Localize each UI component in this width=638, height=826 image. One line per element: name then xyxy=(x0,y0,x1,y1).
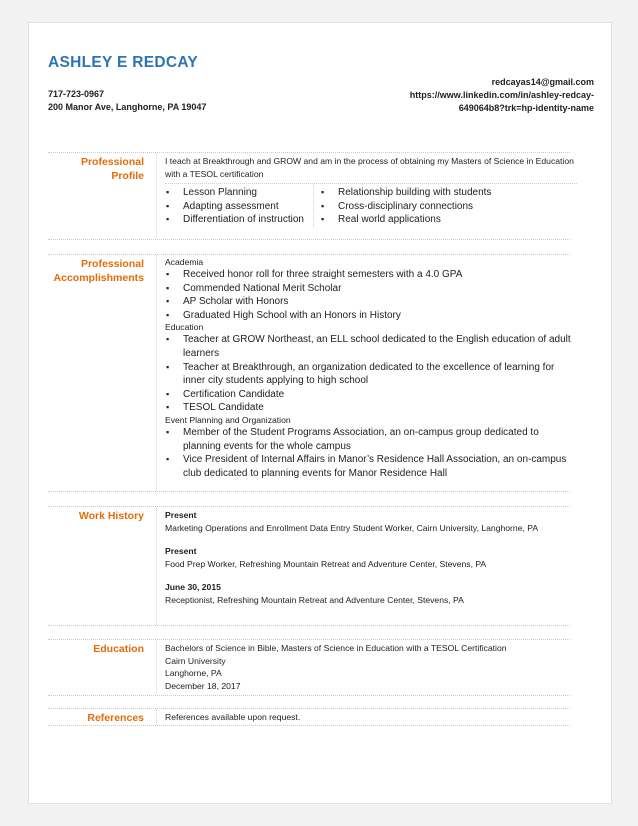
accomplishment-item: ▪ Certification Candidate xyxy=(165,388,577,402)
section-label: Professional Accomplishments xyxy=(53,258,144,284)
section-label: References xyxy=(87,712,144,724)
profile-summary: I teach at Breakthrough and GROW and am in the process of obtaining my Masters of Science in Education with a TESOL certification xyxy=(165,156,574,179)
section-body xyxy=(156,709,577,725)
accomplishment-item: ▪ Received honor roll for three straight semesters with a 4.0 GPA xyxy=(165,268,577,282)
section-body xyxy=(156,507,577,625)
skill-item: ▪ Real world applications xyxy=(320,213,491,227)
section-divider xyxy=(48,725,570,726)
skill-item: ▪ Relationship building with students xyxy=(320,186,491,200)
section-divider xyxy=(48,491,570,492)
section-divider xyxy=(48,695,570,696)
section-body xyxy=(156,153,577,239)
address: 200 Manor Ave, Langhorne, PA 19047 xyxy=(48,102,207,112)
skills-column-1 xyxy=(165,184,314,227)
skill-item: ▪ Differentiation of instruction xyxy=(165,213,313,227)
linkedin-link-line2[interactable]: 649064b8?trk=hp-identity-name xyxy=(458,103,594,113)
graduation-date: December 18, 2017 xyxy=(165,680,241,691)
section-divider xyxy=(48,239,570,240)
degree: Bachelors of Science in Bible, Masters of Science in Education with a TESOL Certification xyxy=(165,643,507,653)
section-label: Professional Profile xyxy=(80,156,144,182)
accomplishment-item: ▪ Teacher at Breakthrough, an organization dedicated to the excellence of learning for inner city students applying to high school xyxy=(165,361,577,388)
references-text: References available upon request. xyxy=(165,712,301,722)
accomplishment-item: ▪ Vice President of Internal Affairs in Manor’s Residence Hall Association, an on-campus club dedicated to planning events for Manor Residence Hall xyxy=(165,453,577,480)
section-education xyxy=(48,639,570,695)
section-label: Work History xyxy=(78,510,144,522)
job-date: Present xyxy=(165,510,197,520)
school-name: Cairn University xyxy=(165,655,226,666)
section-accomplishments xyxy=(48,254,570,491)
skill-item: ▪ Adapting assessment xyxy=(165,200,313,214)
skills-column-2 xyxy=(314,184,491,227)
skill-item: ▪ Lesson Planning xyxy=(165,186,313,200)
group-heading: Event Planning and Organization xyxy=(165,414,291,425)
accomplishment-item: ▪ TESOL Candidate xyxy=(165,401,577,415)
section-label: Education xyxy=(93,643,144,655)
group-heading: Academia xyxy=(165,257,204,267)
job-description: Marketing Operations and Enrollment Data Entry Student Worker, Cairn University, Langhorne, PA xyxy=(165,522,539,533)
accomplishment-item: ▪ AP Scholar with Honors xyxy=(165,295,577,309)
section-divider xyxy=(48,625,570,626)
section-references xyxy=(48,708,570,725)
group-heading: Education xyxy=(165,322,204,333)
linkedin-link-line1[interactable]: https://www.linkedin.com/in/ashley-redcay- xyxy=(409,90,594,100)
job-date: June 30, 2015 xyxy=(165,582,221,592)
accomplishment-item: ▪ Member of the Student Programs Association, an on-campus group dedicated to planning events for the whole campus xyxy=(165,426,577,453)
section-work-history xyxy=(48,506,570,625)
accomplishment-item: ▪ Commended National Merit Scholar xyxy=(165,282,577,296)
job-description: Receptionist, Refreshing Mountain Retreat and Adventure Center, Stevens, PA xyxy=(165,594,464,605)
section-body xyxy=(156,640,577,695)
job-description: Food Prep Worker, Refreshing Mountain Retreat and Adventure Center, Stevens, PA xyxy=(165,558,487,569)
job-date: Present xyxy=(165,546,197,556)
accomplishment-item: ▪ Teacher at GROW Northeast, an ELL school dedicated to the English education of adult learners xyxy=(165,333,577,360)
resume-name: ASHLEY E REDCAY xyxy=(48,54,199,71)
section-professional-profile xyxy=(48,152,574,239)
school-location: Langhorne, PA xyxy=(165,668,222,678)
email-link[interactable]: redcayas14@gmail.com xyxy=(491,77,594,87)
phone-number: 717-723-0967 xyxy=(48,89,105,99)
skill-item: ▪ Cross-disciplinary connections xyxy=(320,200,491,214)
contact-right xyxy=(410,76,594,115)
accomplishment-item: ▪ Graduated High School with an Honors in History xyxy=(165,309,577,323)
skills-table xyxy=(165,183,577,227)
section-body xyxy=(156,255,577,491)
contact-left xyxy=(48,88,206,114)
